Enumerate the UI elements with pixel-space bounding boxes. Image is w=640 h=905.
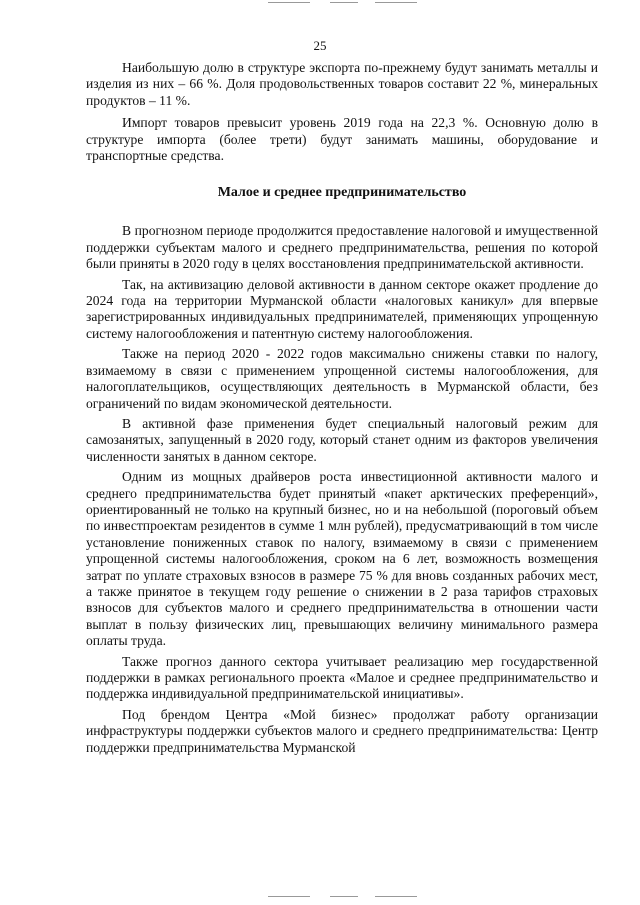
scan-artifact-top-2: [330, 2, 358, 3]
scan-artifact-top-1: [268, 2, 310, 3]
paragraph: В прогнозном периоде продолжится предоставление налоговой и имущественной поддержки субъектам малого и среднего предпринимательства, решения по которой были приняты в 2020 году в целях восстановления предпринимательской активности.: [86, 223, 598, 272]
page-number: 25: [313, 38, 327, 53]
scan-artifact-bottom-1: [268, 896, 310, 897]
paragraph: В активной фазе применения будет специальный налоговый режим для самозанятых, запущенный в 2020 году, который станет одним из факторов увеличения численности занятых в данном секторе.: [86, 415, 598, 464]
document-body: [86, 60, 598, 756]
paragraph: Одним из мощных драйверов роста инвестиционной активности малого и среднего предпринимательства будет принятый «пакет арктических преференций», ориентированный не только на крупный бизнес, но и на небольшой (пороговый объем по инвестпроектам резидентов в сумме 1 млн рублей), предусматривающий в том числе установление пониженных ставок по налогу, взимаемому в связи с применением упрощенной системы налогообложения, сроком на 6 лет, возможность возмещения затрат по уплате страховых взносов в размере 75 % для вновь созданных рабочих мест, а также принятое в текущем году решение о снижении в 2 раза тарифов страховых взносов для субъектов малого и среднего предпринимательства в отношении части выплат в пользу физических лиц, превышающих величину минимального размера оплаты труда.: [86, 469, 598, 649]
paragraph: Наибольшую долю в структуре экспорта по-прежнему будут занимать металлы и изделия из них – 66 %. Доля продовольственных товаров составит 22 %, минеральных продуктов – 11 %.: [86, 60, 598, 108]
scan-artifact-bottom-3: [375, 896, 417, 897]
paragraph: Импорт товаров превысит уровень 2019 года на 22,3 %. Основную долю в структуре импорта (более трети) будут занимать машины, оборудование и транспортные средства.: [86, 115, 598, 164]
paragraph: Также на период 2020 - 2022 годов максимально снижены ставки по налогу, взимаемому в связи с применением упрощенной системы налогообложения, для налогоплательщиков, осуществляющих деятельность в Мурманской области, без ограничений по видам экономической деятельности.: [86, 346, 598, 411]
paragraph: Так, на активизацию деловой активности в данном секторе окажет продление до 2024 года на территории Мурманской области «налоговых каникул» для впервые зарегистрированных индивидуальных предпринимателей, применяющих упрощенную систему налогообложения и патентную систему налогообложения.: [86, 276, 598, 341]
scan-artifact-top-3: [375, 2, 417, 3]
paragraph: Под брендом Центра «Мой бизнес» продолжат работу организации инфраструктуры поддержки субъектов малого и среднего предпринимательства: Центр поддержки предпринимательства Мурманской: [86, 706, 598, 755]
section-heading: Малое и среднее предпринимательство: [217, 185, 467, 201]
scan-artifact-bottom-2: [330, 896, 358, 897]
paragraph: Также прогноз данного сектора учитывает реализацию мер государственной поддержки в рамках регионального проекта «Малое и среднее предпринимательство и поддержка индивидуальной предпринимательской инициативы».: [86, 653, 598, 702]
